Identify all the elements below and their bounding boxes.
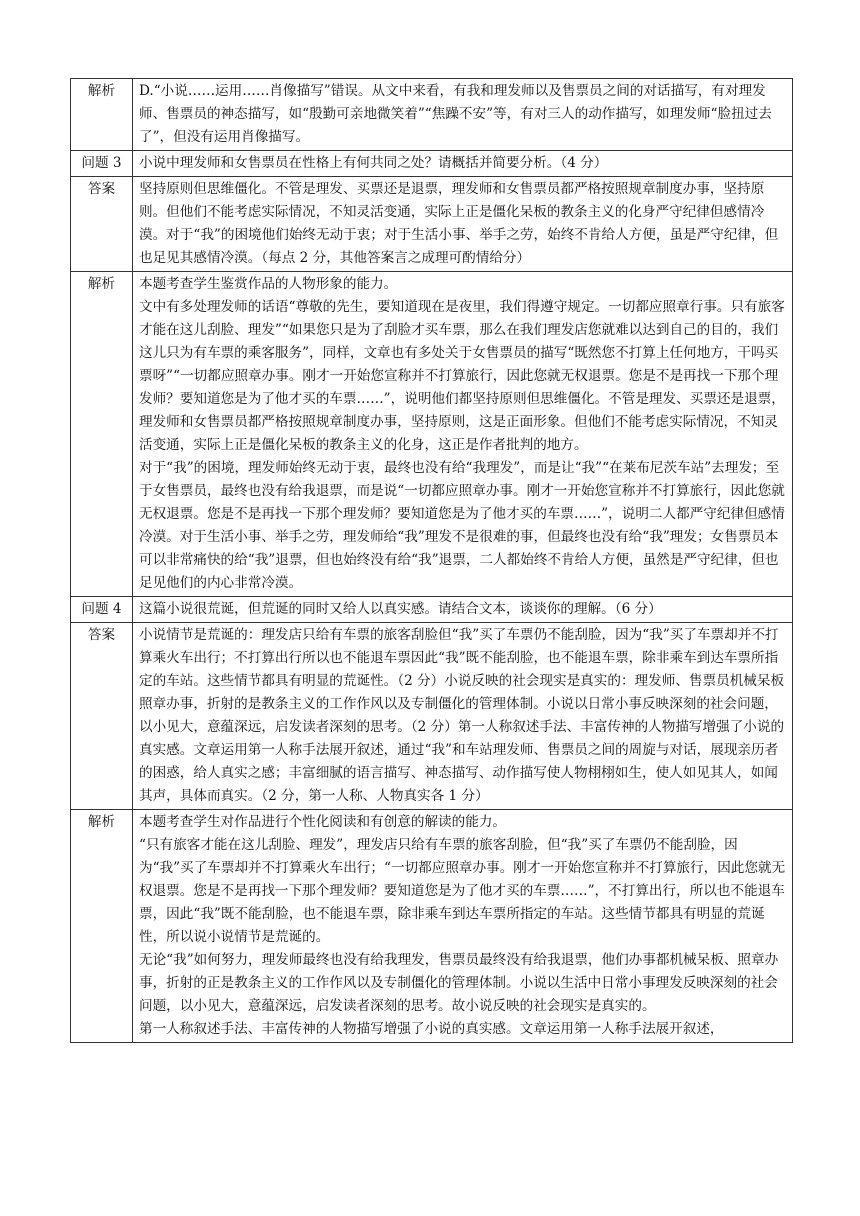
paragraph: “只有旅客才能在这儿刮脸、理发”，理发店只给有车票的旅客刮脸，但“我”买了车票仍不能刮脸，因为“我”买了车票却并不打算乘火车出行；“一切都应照章办事。刚才一开始您宣称并不打算旅行，因此您就无权退票。您是不是再找一下那个理发师？要知道您是为了他才买的车票……”，不打算出行，所以也不能退车票，因此“我”既不能刮脸，也不能退车票，除非乘车到达车票所指定的车站。这些情节都具有明显的荒诞性，所以说小说情节是荒诞的。	[139, 837, 786, 945]
row-content	[133, 177, 793, 272]
table-row	[71, 272, 793, 597]
table-row	[71, 79, 793, 151]
row-label: 解析	[71, 810, 133, 1043]
row-content	[133, 79, 793, 151]
row-content	[133, 597, 793, 623]
paragraph: 本题考查学生鉴赏作品的人物形象的能力。	[139, 276, 398, 292]
row-label: 答案	[71, 623, 133, 810]
row-label: 问题 3	[71, 151, 133, 177]
answer-text: 小说情节是荒诞的：理发店只给有车票的旅客刮脸但“我”买了车票仍不能刮脸，因为“我”买了车票却并不打算乘火车出行；不打算出行所以也不能退车票因此“我”既不能刮脸，也不能退车票，除非乘车到达车票所指定的车站。这些情节都具有明显的荒诞性。（2 分）小说反映的社会现实是真实的：理发师、售票员机械呆板照章办事，折射的是教条主义的工作作风以及专制僵化的管理体制。小说以日常小事反映深刻的社会问题，以小见大，意蕴深远，启发读者深刻的思考。（2 分）第一人称叙述手法、丰富传神的人物描写增强了小说的真实感。文章运用第一人称手法展开叙述，通过“我”和车站理发师、售票员之间的周旋与对话，展现亲历者的困惑，给人真实之感；丰富细腻的语言描写、神态描写、动作描写使人物栩栩如生，使人如见其人，如闻其声，具体而真实。（2 分，第一人称、人物真实各 1 分）	[139, 627, 785, 804]
row-content	[133, 810, 793, 1043]
question-text: 小说中理发师和女售票员在性格上有何共同之处？请概括并简要分析。（4 分）	[139, 155, 608, 171]
table-row	[71, 151, 793, 177]
row-label: 解析	[71, 79, 133, 151]
row-content	[133, 151, 793, 177]
question-text: 这篇小说很荒诞，但荒诞的同时又给人以真实感。请结合文本，谈谈你的理解。（6 分）	[139, 601, 662, 617]
row-content	[133, 623, 793, 810]
paragraph: D.“小说……运用……肖像描写”错误。从文中来看，有我和理发师以及售票员之间的对话描写，有对理发师、售票员的神态描写，如“殷勤可亲地微笑着”“焦躁不安”等，有对三人的动作描写，如理发师“脸扭过去了”，但没有运用肖像描写。	[139, 83, 772, 145]
row-content	[133, 272, 793, 597]
paragraph: 文中有多处理发师的话语“尊敬的先生，要知道现在是夜里，我们得遵守规定。一切都应照章行事。只有旅客才能在这儿刮脸、理发”“如果您只是为了刮脸才买车票，那么在我们理发店您就难以达到自己的目的，我们这儿只为有车票的乘客服务”，同样，文章也有多处关于女售票员的描写“既然您不打算上任何地方，干吗买票呀”“一切都应照章办事。刚才一开始您宣称并不打算旅行，因此您就无权退票。您是不是再找一下那个理发师？要知道您是为了他才买的车票……”，说明他们都坚持原则但思维僵化。不管是理发、买票还是退票，理发师和女售票员都严格按照规章制度办事，坚持原则，这是正面形象。但他们不能考虑实际情况，不知灵活变通，实际上正是僵化呆板的教条主义的化身，这正是作者批判的地方。	[139, 299, 785, 453]
table-row	[71, 810, 793, 1043]
table-row	[71, 623, 793, 810]
answer-table	[70, 78, 793, 1043]
paragraph: 无论“我”如何努力，理发师最终也没有给我理发，售票员最终没有给我退票，他们办事都机械呆板、照章办事，折射的正是教条主义的工作作风以及专制僵化的管理体制。小说以生活中日常小事理发反映深刻的社会问题，以小见大，意蕴深远，启发读者深刻的思考。故小说反映的社会现实是真实的。	[139, 952, 779, 1014]
paragraph: 对于“我”的困境，理发师始终无动于衷，最终也没有给“我理发”，而是让“我”“在莱布尼茨车站”去理发；至于女售票员，最终也没有给我退票，而是说“一切都应照章办事。刚才一开始您宣称并不打算旅行，因此您就无权退票。您是不是再找一下那个理发师？要知道您是为了他才买的车票……”，说明二人都严守纪律但感情冷漠。对于生活小事、举手之劳，理发师给“我”理发不是很难的事，但最终也没有给“我”理发；女售票员本可以非常痛快的给“我”退票，但也始终没有给“我”退票，二人都始终不肯给人方便，虽然是严守纪律，但也足见他们的内心非常冷漠。	[139, 460, 785, 591]
paragraph: 本题考查学生对作品进行个性化阅读和有创意的解读的能力。	[139, 814, 507, 830]
row-label: 解析	[71, 272, 133, 597]
row-label: 答案	[71, 177, 133, 272]
row-label: 问题 4	[71, 597, 133, 623]
paragraph: 第一人称叙述手法、丰富传神的人物描写增强了小说的真实感。文章运用第一人称手法展开叙述，	[139, 1021, 724, 1037]
answer-text: 坚持原则但思维僵化。不管是理发、买票还是退票，理发师和女售票员都严格按照规章制度办事，坚持原则。但他们不能考虑实际情况，不知灵活变通，实际上正是僵化呆板的教条主义的化身严守纪律但感情冷漠。对于“我”的困境他们始终无动于衷；对于生活小事、举手之劳，始终不肯给人方便，虽是严守纪律，但也足见其感情冷漠。（每点 2 分，其他答案言之成理可酌情给分）	[139, 181, 779, 266]
table-row	[71, 177, 793, 272]
table-row	[71, 597, 793, 623]
